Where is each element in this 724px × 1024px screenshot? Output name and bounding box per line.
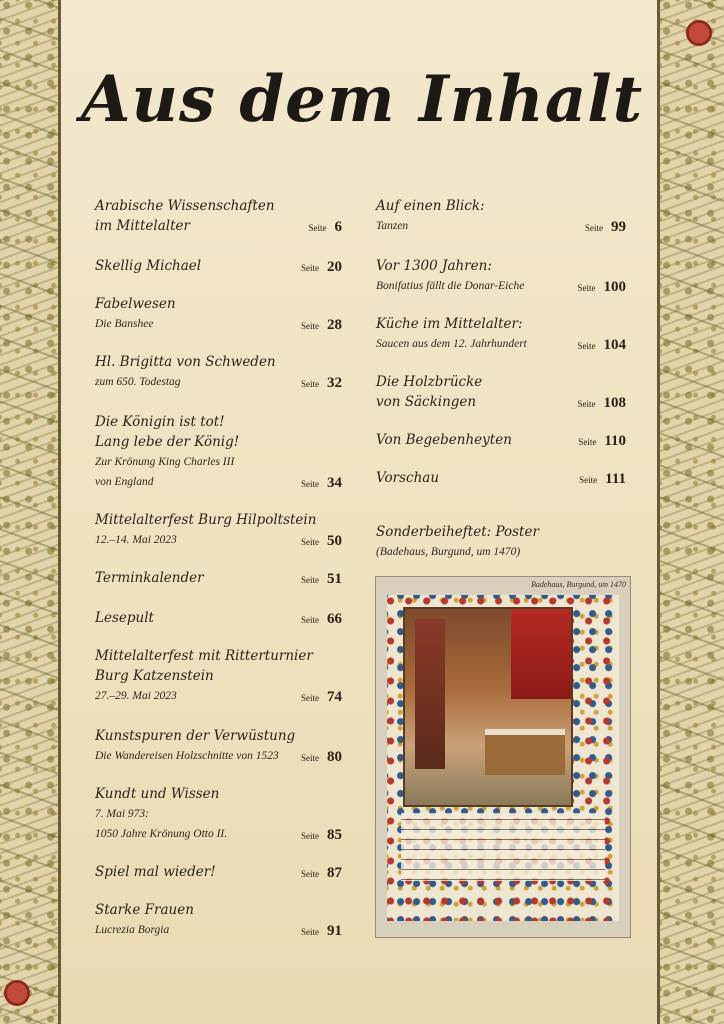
illuminated-manuscript bbox=[387, 595, 619, 921]
entry-subtitle: 27.–29. Mai 2023 bbox=[95, 690, 177, 702]
entry-title: Von Begebenheyten bbox=[376, 432, 512, 448]
toc-entry[interactable] bbox=[95, 294, 342, 334]
page-number: 50 bbox=[327, 533, 342, 549]
wax-seal-top-right bbox=[686, 20, 712, 46]
page-ref bbox=[578, 276, 627, 296]
entry-subtitle: zum 650. Todestag bbox=[95, 376, 181, 388]
seite-label: Seite bbox=[579, 475, 598, 485]
page-number: 34 bbox=[327, 475, 342, 491]
poster-image bbox=[375, 576, 631, 938]
entry-title: Spiel mal wieder! bbox=[95, 864, 216, 880]
toc-entry[interactable] bbox=[376, 372, 626, 412]
page-number: 32 bbox=[327, 375, 342, 391]
page-ref bbox=[301, 746, 342, 766]
poster-image-caption: Badehaus, Burgund, um 1470 bbox=[530, 580, 626, 589]
toc-entry[interactable] bbox=[95, 568, 342, 588]
toc-entry[interactable] bbox=[376, 468, 626, 488]
seite-label: Seite bbox=[301, 575, 319, 585]
page-ref bbox=[301, 824, 342, 844]
toc-entry[interactable] bbox=[95, 862, 342, 882]
entry-subtitle: Bonifatius fällt die Donar-Eiche bbox=[376, 280, 525, 292]
entry-subtitle: Tanzen bbox=[376, 220, 409, 232]
entry-subtitle: Zur Krönung King Charles III bbox=[95, 456, 235, 468]
page-number: 28 bbox=[327, 317, 342, 333]
seite-label: Seite bbox=[301, 615, 319, 625]
page-number: 100 bbox=[603, 279, 626, 295]
page-number: 80 bbox=[327, 749, 342, 765]
toc-entry[interactable] bbox=[376, 430, 626, 450]
page-title: Aus dem Inhalt bbox=[80, 62, 644, 137]
seite-label: Seite bbox=[301, 263, 319, 273]
poster-caption: (Badehaus, Burgund, um 1470) bbox=[376, 546, 521, 558]
page-number: 111 bbox=[605, 471, 626, 487]
entry-title: Küche im Mittelalter: bbox=[376, 316, 523, 332]
page-ref bbox=[301, 472, 342, 492]
page-number: 66 bbox=[327, 611, 342, 627]
manuscript-text-block bbox=[401, 813, 605, 881]
page-number: 104 bbox=[603, 337, 626, 353]
entry-title: Skellig Michael bbox=[95, 258, 202, 274]
seite-label: Seite bbox=[577, 283, 596, 293]
page-ref bbox=[301, 608, 342, 628]
poster-entry[interactable] bbox=[376, 522, 626, 562]
seite-label: Seite bbox=[578, 437, 597, 447]
toc-entry[interactable] bbox=[376, 256, 626, 296]
entry-title: Mittelalterfest mit Ritterturnier bbox=[95, 648, 313, 664]
bathhouse-miniature bbox=[403, 607, 573, 807]
seite-label: Seite bbox=[301, 479, 319, 489]
toc-entry[interactable] bbox=[95, 784, 342, 844]
page-number: 74 bbox=[327, 689, 342, 705]
seite-label: Seite bbox=[301, 869, 319, 879]
seite-label: Seite bbox=[308, 223, 327, 233]
entry-title: Fabelwesen bbox=[95, 296, 176, 312]
toc-entry[interactable] bbox=[95, 900, 342, 940]
entry-title: Lesepult bbox=[95, 610, 154, 626]
seite-label: Seite bbox=[301, 537, 319, 547]
seite-label: Seite bbox=[577, 399, 596, 409]
entry-title: von Säckingen bbox=[376, 394, 477, 410]
entry-title: Die Holzbrücke bbox=[376, 374, 483, 390]
right-floral-border bbox=[657, 0, 724, 1024]
page-number: 87 bbox=[327, 865, 342, 881]
toc-entry[interactable] bbox=[376, 314, 626, 354]
seite-label: Seite bbox=[301, 693, 319, 703]
page-number: 91 bbox=[327, 923, 342, 939]
entry-subtitle: von England bbox=[95, 476, 154, 488]
seite-label: Seite bbox=[577, 341, 596, 351]
toc-entry[interactable] bbox=[95, 256, 342, 276]
entry-title: Mittelalterfest Burg Hilpoltstein bbox=[95, 512, 317, 528]
entry-title: Kunstspuren der Verwüstung bbox=[95, 728, 296, 744]
page-ref bbox=[301, 686, 342, 706]
wax-seal-bottom-left bbox=[4, 980, 30, 1006]
toc-entry[interactable] bbox=[95, 726, 342, 766]
page-number: 85 bbox=[327, 827, 342, 843]
entry-title: Kundt und Wissen bbox=[95, 786, 220, 802]
seite-label: Seite bbox=[301, 379, 319, 389]
entry-title: Burg Katzenstein bbox=[95, 668, 214, 684]
entry-title: Starke Frauen bbox=[95, 902, 194, 918]
entry-title: Vorschau bbox=[376, 470, 440, 486]
page-number: 108 bbox=[603, 395, 626, 411]
entry-subtitle: Die Banshee bbox=[95, 318, 154, 330]
seite-label: Seite bbox=[301, 927, 319, 937]
entry-subtitle: Die Wandereisen Holzschnitte von 1523 bbox=[95, 750, 279, 762]
page-number: 51 bbox=[327, 571, 342, 587]
page-number: 99 bbox=[611, 219, 626, 235]
entry-title: Lang lebe der König! bbox=[95, 434, 240, 450]
toc-entry[interactable] bbox=[95, 352, 342, 392]
page-ref bbox=[309, 216, 343, 236]
entry-subtitle: Lucrezia Borgia bbox=[95, 924, 170, 936]
entry-title: Hl. Brigitta von Schweden bbox=[95, 354, 276, 370]
seite-label: Seite bbox=[301, 753, 319, 763]
entry-subtitle: 1050 Jahre Krönung Otto II. bbox=[95, 828, 228, 840]
entry-title: Die Königin ist tot! bbox=[95, 414, 225, 430]
seite-label: Seite bbox=[585, 223, 603, 233]
poster-heading: Sonderbeiheftet: Poster bbox=[376, 524, 539, 540]
toc-entry[interactable] bbox=[95, 608, 342, 628]
page-number: 20 bbox=[327, 259, 342, 275]
left-floral-border bbox=[0, 0, 61, 1024]
bath-tub bbox=[485, 729, 565, 775]
page-ref bbox=[578, 334, 627, 354]
toc-entry[interactable] bbox=[95, 646, 342, 706]
page-ref bbox=[301, 372, 342, 392]
entry-title: Terminkalender bbox=[95, 570, 204, 586]
entry-title: Auf einen Blick: bbox=[376, 198, 485, 214]
entry-subtitle: 12.–14. Mai 2023 bbox=[95, 534, 177, 546]
page-ref bbox=[579, 468, 626, 488]
page-number: 110 bbox=[604, 433, 626, 449]
toc-entry[interactable] bbox=[376, 196, 626, 236]
entry-title: Arabische Wissenschaften bbox=[95, 198, 275, 214]
page-ref bbox=[301, 568, 342, 588]
toc-entry[interactable] bbox=[95, 196, 342, 236]
seite-label: Seite bbox=[301, 831, 319, 841]
page-ref bbox=[578, 392, 627, 412]
seite-label: Seite bbox=[301, 321, 319, 331]
toc-entry[interactable] bbox=[95, 412, 342, 492]
page-ref bbox=[301, 314, 342, 334]
entry-title: im Mittelalter bbox=[95, 218, 190, 234]
entry-subtitle: 7. Mai 973: bbox=[95, 808, 149, 820]
page-ref bbox=[585, 216, 626, 236]
entry-subtitle: Saucen aus dem 12. Jahrhundert bbox=[376, 338, 527, 350]
page-number: 6 bbox=[334, 219, 342, 235]
page-ref bbox=[301, 256, 342, 276]
page-ref bbox=[578, 430, 626, 450]
page-ref bbox=[301, 920, 342, 940]
toc-entry[interactable] bbox=[95, 510, 342, 550]
entry-title: Vor 1300 Jahren: bbox=[376, 258, 492, 274]
page-ref bbox=[301, 530, 342, 550]
page-ref bbox=[301, 862, 342, 882]
